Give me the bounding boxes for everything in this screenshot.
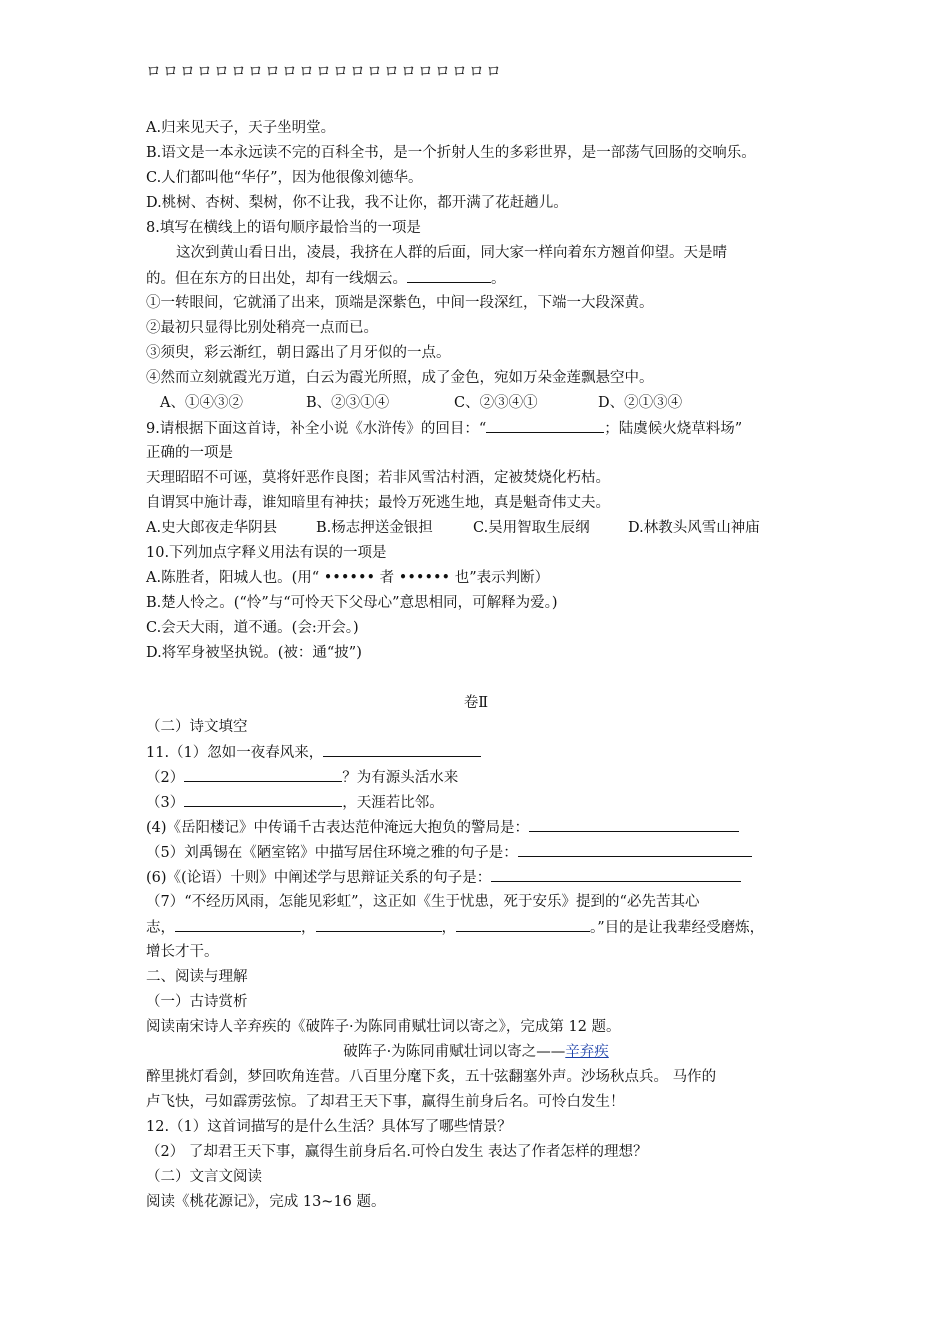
q7-option-d: D.桃树、杏树、梨树，你不让我，我不让你，都开满了花赶趟儿。 — [146, 195, 568, 211]
q8-options — [160, 393, 682, 413]
q8-sentence-1: ①一转眼间，它就涌了出来，顶端是深紫色，中间一段深红，下端一大段深黄。 — [146, 295, 654, 311]
volume-2-title: 卷Ⅱ — [463, 695, 489, 711]
q7-option-c: C.人们都叫他“华仔”，因为他很像刘德华。 — [146, 170, 423, 186]
q11-3-blank[interactable] — [184, 792, 342, 807]
q9-option-b[interactable]: B.杨志押送金银担 — [316, 520, 433, 536]
q8-option-a[interactable]: A、①④③② — [160, 395, 243, 411]
q10-option-c: C.会天大雨，道不通。(会:开会。) — [146, 620, 359, 636]
q11-7a-blank[interactable] — [175, 917, 301, 932]
q9-option-a[interactable]: A.史大郎夜走华阴县 — [146, 520, 278, 536]
q8-sentence-4: ④然而立刻就霞光万道，白云为霞光所照，成了金色，宛如万朵金莲飘悬空中。 — [146, 370, 654, 386]
q9-option-c[interactable]: C.吴用智取生辰纲 — [473, 520, 590, 536]
q11-7c-blank[interactable] — [456, 917, 590, 932]
q11-6-blank[interactable] — [491, 867, 741, 882]
q11-line2: （2） ？为有源头活水来 — [146, 767, 458, 788]
q9-poem-line1: 天理昭昭不可诬，莫将奸恶作良图；若非风雪沽村酒，定被焚烧化朽枯。 — [146, 470, 610, 486]
q12-part2: （2） 了却君王天下事，赢得生前身后名.可怜白发生 表达了作者怎样的理想？ — [146, 1144, 648, 1160]
q9-options — [146, 518, 760, 538]
q9-stem-line2: 正确的一项是 — [146, 445, 233, 461]
q9-answer-blank[interactable] — [486, 418, 604, 433]
q8-answer-blank[interactable] — [407, 268, 491, 283]
q7-option-a: A.归来见天子，天子坐明堂。 — [146, 120, 336, 136]
q8-passage-line1: 这次到黄山看日出，凌晨，我挤在人群的后面，同大家一样向着东方翘首仰望。天是晴 — [176, 245, 727, 261]
q11-line4: (4)《岳阳楼记》中传诵千古表达范仲淹远大抱负的警局是： — [146, 817, 739, 838]
section-classical-reading: （二）文言文阅读 — [146, 1169, 262, 1185]
q9-option-d[interactable]: D.林教头风雪山神庙 — [628, 520, 760, 536]
q11-line9: 增长才干。 — [146, 944, 219, 960]
q10-option-d: D.将军身被坚执锐。(被：通“披”) — [146, 645, 362, 661]
q11-line7: （7）“不经历风雨，怎能见彩虹”，这正如《生于忧患，死于安乐》提到的“必先苦其心 — [146, 894, 700, 910]
q11-2-blank[interactable] — [184, 767, 342, 782]
poem-title: 破阵子·为陈同甫赋壮词以寄之—— — [343, 1044, 566, 1060]
q11-line3: （3） ，天涯若比邻。 — [146, 792, 444, 813]
poem-title-line — [146, 1042, 806, 1062]
q9-poem-line2: 自谓冥中施计毒，谁知暗里有神扶；最怜万死逃生地，真是魁奇伟丈夫。 — [146, 495, 610, 511]
q12-part1: 12.（1）这首词描写的是什么生活？具体写了哪些情景？ — [146, 1119, 512, 1135]
q8-passage-text: 的。但在东方的日出处，却有一线烟云。 — [146, 271, 407, 287]
q8-stem: 8.填写在横线上的语句顺序最恰当的一项是 — [146, 220, 421, 236]
section-poem-appreciation: （一）古诗赏析 — [146, 994, 248, 1010]
q11-line5: （5）刘禹锡在《陋室铭》中描写居住环境之雅的句子是： — [146, 842, 752, 863]
q8-option-d[interactable]: D、②①③④ — [598, 395, 683, 411]
q10-option-b: B.楚人怜之。(“怜”与“可怜天下父母心”意思相同，可解释为爱。) — [146, 595, 558, 611]
q11-5-blank[interactable] — [518, 842, 752, 857]
poem-author-link[interactable]: 辛弃疾 — [565, 1044, 609, 1060]
section-reading: 二、阅读与理解 — [146, 969, 248, 985]
q11-line1: 11.（1）忽如一夜春风来， — [146, 742, 481, 763]
q7-option-b: B.语文是一本永远读不完的百科全书，是一个折射人生的多彩世界，是一部荡气回肠的交响乐。 — [146, 145, 756, 161]
q11-1-blank[interactable] — [323, 742, 481, 757]
poem-line1: 醉里挑灯看剑，梦回吹角连营。八百里分麾下炙，五十弦翻塞外声。沙场秋点兵。 马作的 — [146, 1069, 717, 1085]
q8-option-c[interactable]: C、②③④① — [454, 395, 538, 411]
page-header: ロロロロロロロロロロロロロロロロロロロロロ — [146, 62, 504, 80]
q8-sentence-2: ②最初只显得比别处稍亮一点而已。 — [146, 320, 378, 336]
q11-line6: (6)《(论语）十则》中阐述学与思辩证关系的句子是： — [146, 867, 741, 888]
q10-stem: 10.下列加点字释义用法有误的一项是 — [146, 545, 387, 561]
q11-7b-blank[interactable] — [316, 917, 442, 932]
q8-option-b[interactable]: B、②③①④ — [306, 395, 390, 411]
q11-line8: 志， ， ， 。”目的是让我辈经受磨炼， — [146, 917, 764, 938]
poem-intro: 阅读南宋诗人辛弃疾的《破阵子·为陈同甫赋壮词以寄之》，完成第 12 题。 — [146, 1019, 621, 1035]
q8-passage-line2: 的。但在东方的日出处，却有一线烟云。 。 — [146, 268, 506, 289]
q8-sentence-3: ③须臾，彩云渐红，朝日露出了月牙似的一点。 — [146, 345, 451, 361]
classical-intro: 阅读《桃花源记》，完成 13~16 题。 — [146, 1194, 386, 1210]
q11-4-blank[interactable] — [529, 817, 739, 832]
poem-line2: 卢飞快，弓如霹雳弦惊。了却君王天下事，赢得生前身后名。可怜白发生！ — [146, 1094, 625, 1110]
q9-stem-line1: 9.请根据下面这首诗，补全小说《水浒传》的回目：“ ；陆虞候火烧草料场” — [146, 418, 742, 439]
section-poetry-fill: （二）诗文填空 — [146, 719, 248, 735]
q10-option-a: A.陈胜者，阳城人也。(用“ •••••• 者 •••••• 也”表示判断） — [146, 570, 550, 586]
